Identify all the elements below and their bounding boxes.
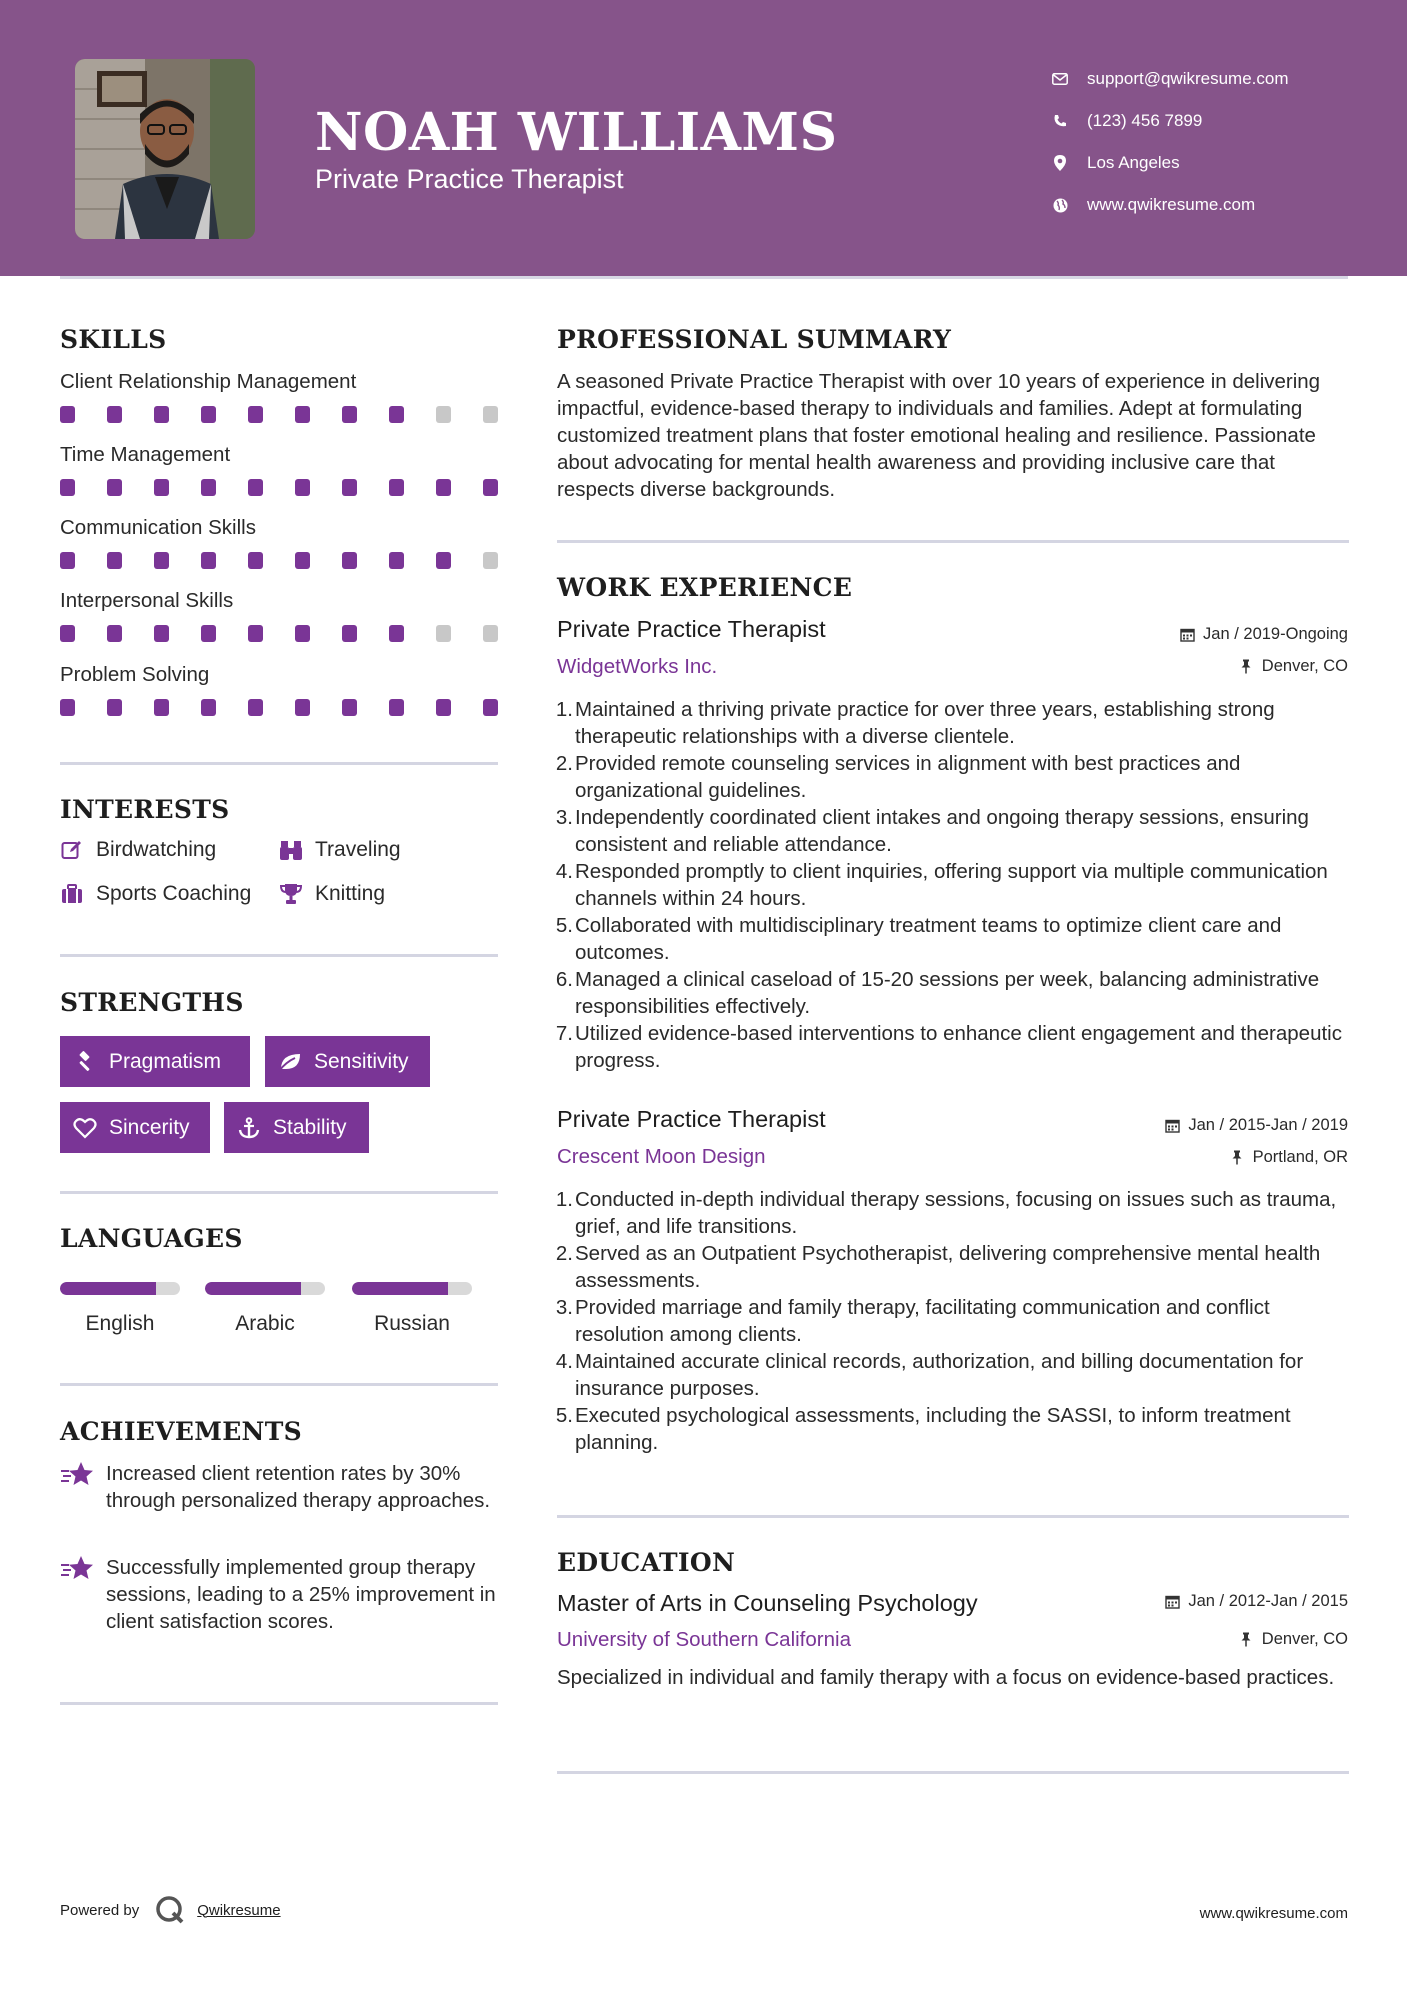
skill-dot-filled [60, 699, 75, 716]
pencil-square-icon [60, 838, 84, 862]
skill-rating [60, 699, 498, 716]
skill-label: Interpersonal Skills [60, 589, 234, 612]
binoculars-icon [279, 838, 303, 862]
skill-dot-filled [107, 699, 122, 716]
summary-text: A seasoned Private Practice Therapist with over 10 years of experience in delivering impactful, evidence-based therapy to individuals and families. Adept at formulating customized treatment plans that foster emotional healing and resilience. Passionate about advocating for mental health awareness and providing inclusive care that respects diverse backgrounds. [557, 370, 1321, 501]
job-title: Private Practice Therapist [557, 1106, 826, 1132]
globe-icon [1050, 195, 1070, 215]
skill-dot-filled [248, 699, 263, 716]
contact-email[interactable] [1050, 58, 1289, 100]
contact-website-text: www.qwikresume.com [1087, 195, 1256, 214]
languages-heading: LANGUAGES [60, 1224, 243, 1253]
contact-email-text: support@qwikresume.com [1087, 69, 1289, 88]
skill-dot-filled [60, 625, 75, 642]
skill-dot-filled [483, 479, 498, 496]
skill-dot-filled [436, 479, 451, 496]
interest-label: Sports Coaching [96, 882, 252, 905]
language-level-bar [60, 1282, 180, 1295]
job-bullet: 7. Utilized evidence-based interventions to enhance client engagement and therapeutic progress. [555, 1022, 1342, 1072]
skill-dot-filled [248, 552, 263, 569]
job-company: WidgetWorks Inc. [557, 655, 718, 678]
map-pin-icon [1050, 153, 1070, 173]
interest-item [60, 838, 216, 862]
pushpin-icon [1229, 1150, 1245, 1166]
skill-dot-empty [483, 625, 498, 642]
skill-dot-filled [483, 699, 498, 716]
achievements-heading: ACHIEVEMENTS [60, 1417, 302, 1446]
language-level-fill [60, 1282, 156, 1295]
experience-heading: WORK EXPERIENCE [557, 573, 853, 602]
strength-chip [60, 1036, 250, 1087]
header-divider [60, 276, 1348, 279]
contact-phone[interactable] [1050, 100, 1289, 142]
job-bullet: 2. Provided remote counseling services in alignment with best practices and organizational guidelines. [555, 752, 1241, 802]
star-icon [60, 1460, 94, 1490]
skill-dot-filled [248, 406, 263, 423]
strength-label: Sensitivity [314, 1049, 409, 1073]
job-bullets [557, 1186, 1347, 1456]
heart-icon [73, 1116, 97, 1140]
skill-dot-filled [107, 479, 122, 496]
education-degree: Master of Arts in Counseling Psychology [557, 1590, 978, 1616]
job-bullet: 6. Managed a clinical caseload of 15-20 sessions per week, balancing administrative responsibilities effectively. [555, 968, 1320, 1018]
job-location [1238, 657, 1348, 676]
education-location [1238, 1630, 1348, 1649]
education-dates-text: Jan / 2012-Jan / 2015 [1188, 1592, 1348, 1610]
skill-dot-filled [201, 552, 216, 569]
skill-dot-filled [60, 479, 75, 496]
interest-label: Traveling [315, 838, 401, 861]
skill-label: Client Relationship Management [60, 370, 357, 393]
interest-item [60, 882, 251, 906]
skill-dot-filled [154, 479, 169, 496]
language-level-fill [205, 1282, 301, 1295]
language-level-bar [352, 1282, 472, 1295]
job-location-text: Denver, CO [1261, 657, 1348, 675]
skill-dot-filled [60, 552, 75, 569]
achievement-text: Increased client retention rates by 30% through personalized therapy approaches. [106, 1462, 491, 1512]
contact-phone-text: (123) 456 7899 [1087, 111, 1203, 130]
education-text: Specialized in individual and family therapy with a focus on evidence-based practices. [557, 1666, 1335, 1689]
strength-label: Sincerity [109, 1115, 190, 1139]
profile-photo [75, 59, 255, 239]
job-bullet: 4. Responded promptly to client inquiries, offering support via multiple communication channels within 24 hours. [555, 860, 1328, 910]
skill-dot-filled [342, 625, 357, 642]
job-bullet: 3. Independently coordinated client intakes and ongoing therapy sessions, ensuring consistent and reliable attendance. [555, 806, 1309, 856]
skill-dot-empty [483, 406, 498, 423]
resume-header [0, 0, 1407, 276]
skill-dot-filled [248, 479, 263, 496]
contact-location [1050, 142, 1289, 184]
achievement-item [60, 1554, 500, 1635]
job-bullets [557, 696, 1347, 1074]
skill-dot-filled [154, 625, 169, 642]
job-bullet: 1. Maintained a thriving private practice for over three years, establishing strong therapeutic relationships with a diverse clientele. [555, 698, 1275, 748]
job-bullet: 2. Served as an Outpatient Psychotherapist, delivering comprehensive mental health assessments. [555, 1242, 1321, 1292]
skill-rating [60, 406, 498, 423]
footer-website[interactable]: www.qwikresume.com [1199, 1905, 1348, 1922]
interest-label: Knitting [315, 882, 386, 905]
job-dates [1179, 625, 1348, 644]
skill-label: Communication Skills [60, 516, 256, 539]
summary-heading: PROFESSIONAL SUMMARY [557, 325, 952, 354]
skill-dot-filled [154, 552, 169, 569]
skill-dot-filled [389, 479, 404, 496]
skill-dot-filled [295, 406, 310, 423]
skill-dot-filled [60, 406, 75, 423]
skill-dot-filled [389, 406, 404, 423]
skill-dot-filled [342, 699, 357, 716]
section-divider [60, 1702, 498, 1705]
skill-dot-filled [201, 699, 216, 716]
skills-heading: SKILLS [60, 325, 167, 354]
skill-dot-filled [342, 406, 357, 423]
gavel-icon [73, 1050, 97, 1074]
powered-by-text: Powered by [60, 1901, 140, 1919]
language-label: Russian [374, 1312, 450, 1335]
pushpin-icon [1238, 1632, 1254, 1648]
strength-chip [60, 1102, 210, 1153]
language-label: Arabic [235, 1312, 295, 1335]
skill-dot-filled [342, 552, 357, 569]
section-divider [557, 1771, 1349, 1774]
skill-dot-filled [436, 552, 451, 569]
section-divider [557, 1515, 1349, 1518]
skill-rating [60, 625, 498, 642]
star-icon [60, 1554, 94, 1584]
section-divider [60, 1383, 498, 1386]
job-location [1229, 1148, 1348, 1167]
qwikresume-link[interactable]: Qwikresume [197, 1901, 281, 1919]
skill-dot-filled [201, 406, 216, 423]
strength-chip [265, 1036, 430, 1087]
job-bullet: 4. Maintained accurate clinical records, authorization, and billing documentation for insurance purposes. [555, 1350, 1304, 1400]
section-divider [557, 540, 1349, 543]
contact-website[interactable] [1050, 184, 1289, 226]
skill-dot-filled [248, 625, 263, 642]
contact-list [1050, 58, 1289, 226]
skill-dot-filled [436, 699, 451, 716]
skill-dot-filled [201, 479, 216, 496]
job-dates [1164, 1116, 1348, 1135]
skill-rating [60, 479, 498, 496]
skill-dot-filled [295, 552, 310, 569]
job-bullet: 1. Conducted in-depth individual therapy sessions, focusing on issues such as trauma, grief, and life transitions. [555, 1188, 1337, 1238]
section-divider [60, 762, 498, 765]
trophy-icon [279, 882, 303, 906]
contact-location-text: Los Angeles [1087, 153, 1180, 172]
section-divider [60, 954, 498, 957]
skill-dot-filled [295, 699, 310, 716]
skill-dot-empty [483, 552, 498, 569]
job-bullet: 5. Collaborated with multidisciplinary treatment teams to optimize client care and outcomes. [555, 914, 1282, 964]
skill-dot-empty [436, 625, 451, 642]
language-label: English [85, 1312, 155, 1335]
job-company: Crescent Moon Design [557, 1145, 766, 1168]
skill-dot-filled [201, 625, 216, 642]
skill-label: Time Management [60, 443, 231, 466]
job-dates-text: Jan / 2015-Jan / 2019 [1188, 1116, 1348, 1134]
leaf-icon [278, 1050, 302, 1074]
skill-dot-filled [154, 699, 169, 716]
interest-item [279, 838, 401, 862]
candidate-name: NOAH WILLIAMS [315, 102, 838, 163]
envelope-icon [1050, 69, 1070, 89]
skill-label: Problem Solving [60, 663, 210, 686]
calendar-icon [1164, 1118, 1180, 1134]
job-title: Private Practice Therapist [557, 616, 826, 642]
skill-dot-empty [436, 406, 451, 423]
skill-rating [60, 552, 498, 569]
job-location-text: Portland, OR [1252, 1148, 1348, 1166]
candidate-title: Private Practice Therapist [315, 164, 624, 194]
education-school: University of Southern California [557, 1628, 851, 1651]
strengths-heading: STRENGTHS [60, 988, 244, 1017]
calendar-icon [1164, 1594, 1180, 1610]
language-level-fill [352, 1282, 448, 1295]
job-dates-text: Jan / 2019-Ongoing [1203, 625, 1348, 643]
pushpin-icon [1238, 659, 1254, 675]
section-divider [60, 1191, 498, 1194]
skill-dot-filled [154, 406, 169, 423]
achievement-item [60, 1460, 500, 1514]
strength-chip [224, 1102, 369, 1153]
skill-dot-filled [389, 552, 404, 569]
strength-label: Pragmatism [109, 1049, 222, 1073]
skill-dot-filled [107, 552, 122, 569]
calendar-icon [1179, 627, 1195, 643]
phone-icon [1050, 111, 1070, 131]
anchor-icon [237, 1116, 261, 1140]
interest-item [279, 882, 385, 906]
footer-powered-by [60, 1895, 281, 1925]
skill-dot-filled [107, 625, 122, 642]
interest-label: Birdwatching [96, 838, 217, 861]
skill-dot-filled [389, 699, 404, 716]
briefcase-icon [60, 882, 84, 906]
interests-heading: INTERESTS [60, 795, 230, 824]
job-bullet: 3. Provided marriage and family therapy, facilitating communication and conflict resolution among clients. [555, 1296, 1270, 1346]
language-level-bar [205, 1282, 325, 1295]
qwikresume-logo-icon [155, 1895, 185, 1925]
skill-dot-filled [342, 479, 357, 496]
skill-dot-filled [295, 625, 310, 642]
education-dates [1164, 1592, 1348, 1611]
education-heading: EDUCATION [557, 1548, 736, 1577]
skill-dot-filled [389, 625, 404, 642]
strength-label: Stability [273, 1115, 347, 1139]
job-bullet: 5. Executed psychological assessments, including the SASSI, to inform treatment planning. [555, 1404, 1291, 1454]
skill-dot-filled [107, 406, 122, 423]
education-location-text: Denver, CO [1261, 1630, 1348, 1648]
achievement-text: Successfully implemented group therapy sessions, leading to a 25% improvement in client satisfaction scores. [106, 1556, 496, 1633]
skill-dot-filled [295, 479, 310, 496]
